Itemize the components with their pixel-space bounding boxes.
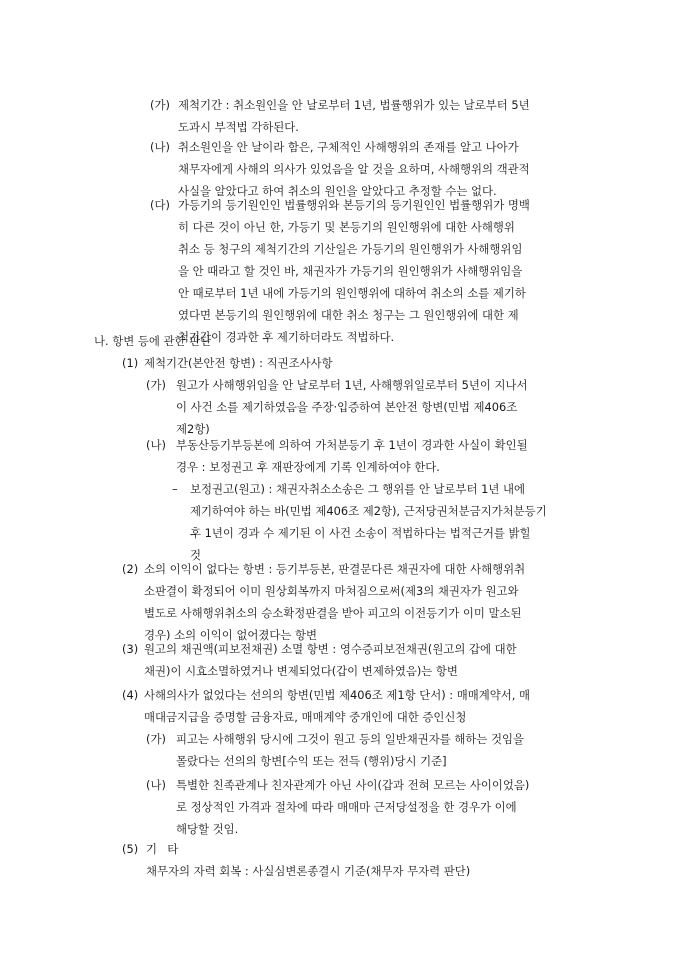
body-line: 몰랐다는 선의의 항변[수익 또는 전득 (행위)당시 기준]: [176, 754, 447, 768]
body-line: 보정권고(원고) : 채권자취소소송은 그 행위를 안 날로부터 1년 내에: [190, 482, 526, 496]
item-marker: (가): [150, 98, 170, 112]
item-marker: (5): [122, 842, 139, 856]
body-line: 취소원인을 안 날이라 함은, 구체적인 사해행위의 존재를 알고 나아가: [178, 140, 519, 154]
body-line: 제기하여야 하는 바(민법 제406조 제2항), 근저당권처분금지가처분등기: [190, 504, 547, 518]
item-marker: (가): [146, 378, 166, 392]
body-line: 취소 등 청구의 제척기간의 기산일은 가등기의 원인행위가 사해행위임: [178, 242, 523, 256]
body-line: 가등기의 등기원인인 법률행위와 본등기의 등기원인인 법률행위가 명백: [178, 198, 530, 212]
item-marker: (3): [122, 642, 139, 656]
body-line: 안 때로부터 1년 내에 가등기의 원인행위에 대하여 취소의 소를 제기하: [178, 286, 526, 300]
body-line: 경우) 소의 이익이 없어졌다는 항변: [144, 628, 317, 642]
item-marker: (다): [150, 198, 170, 212]
body-line: 을 안 때라고 할 것인 바, 채권자가 가등기의 원인행위가 사해행위임을: [178, 264, 523, 278]
body-line: 것: [190, 548, 202, 562]
item-marker: (1): [122, 356, 139, 370]
body-line: 매대금지급을 증명할 금융자료, 매매계약 중개인에 대한 증인신청: [144, 710, 467, 724]
body-line: 특별한 친족관계나 친자관계가 아닌 사이(갑과 전혀 모르는 사이이었음): [176, 778, 530, 792]
body-line: 별도로 사해행위취소의 승소확정판결을 받아 피고의 이전등기가 이미 말소된: [144, 606, 522, 620]
item-marker: (나): [146, 778, 166, 792]
item-label: 기 타: [146, 842, 180, 856]
body-line: 사해의사가 없었다는 선의의 항변(민법 제406조 제1항 단서) : 매매계약서, 매: [144, 688, 531, 702]
body-line: 로 정상적인 가격과 절차에 따라 매매마 근저당설정을 한 경우가 이에: [176, 800, 517, 814]
body-line: 척기간이 경과한 후 제기하더라도 적법하다.: [178, 330, 395, 344]
body-line: 후 1년이 경과 수 제기된 이 사건 소송이 적법하다는 법적근거를 밝힐: [190, 526, 531, 540]
body-line: 원고가 사해행위임을 안 날로부터 1년, 사해행위일로부터 5년이 지나서: [176, 378, 528, 392]
item-text: 채무자의 자력 회복 : 사실심변론종결시 기준(채무자 무자력 판단): [146, 864, 471, 878]
body-line: 였다면 본등기의 원인행위에 대한 취소 청구는 그 원인행위에 대한 제: [178, 308, 519, 322]
body-line: 소의 이익이 없다는 항변 : 등기부등본, 판결문다른 채권자에 대한 사해행위취: [144, 562, 526, 576]
item-marker: (2): [122, 562, 139, 576]
body-line: 원고의 채권액(피보전채권) 소멸 항변 : 영수증피보전채권(원고의 갑에 대한: [144, 642, 517, 656]
item-marker: (가): [146, 732, 166, 746]
body-line: 소판결이 확정되어 이미 원상회복까지 마쳐짐으로써(제3의 채권자가 원고와: [144, 584, 519, 598]
body-line: 사실을 알았다고 하여 취소의 원인을 알았다고 추정할 수는 없다.: [178, 184, 497, 198]
body-line: 채무자에게 사해의 의사가 있었음을 알 것을 요하며, 사해행위의 객관적: [178, 162, 530, 176]
item-marker: (나): [146, 438, 166, 452]
body-line: 채권)이 시효소멸하였거나 변제되었다(갑이 변제하였음)는 항변: [144, 664, 458, 678]
section-heading-na: 나. 항변 등에 관한 판단: [94, 334, 212, 348]
body-line: 피고는 사해행위 당시에 그것이 원고 등의 일반채권자를 해하는 것임을: [176, 732, 525, 746]
body-line: 히 다른 것이 아닌 한, 가등기 및 본등기의 원인행위에 대한 사해행위: [178, 220, 515, 234]
dash-marker: –: [172, 482, 178, 496]
body-line: 도과시 부적법 각하된다.: [178, 120, 299, 134]
body-line: 해당할 것임.: [176, 822, 239, 836]
item-marker: (4): [122, 688, 139, 702]
body-line: 부동산등기부등본에 의하여 가처분등기 후 1년이 경과한 사실이 확인될: [176, 438, 528, 452]
item-text: 제척기간(본안전 항변) : 직권조사사항: [144, 356, 333, 370]
body-line: 제척기간 : 취소원인을 안 날로부터 1년, 법률행위가 있는 날로부터 5년: [178, 98, 530, 112]
item-marker: (나): [150, 140, 170, 154]
body-line: 제2항): [176, 422, 210, 436]
body-line: 이 사건 소를 제기하였음을 주장·입증하여 본안전 항변(민법 제406조: [176, 400, 518, 414]
body-line: 경우 : 보정권고 후 재판장에게 기록 인계하여야 한다.: [176, 460, 440, 474]
